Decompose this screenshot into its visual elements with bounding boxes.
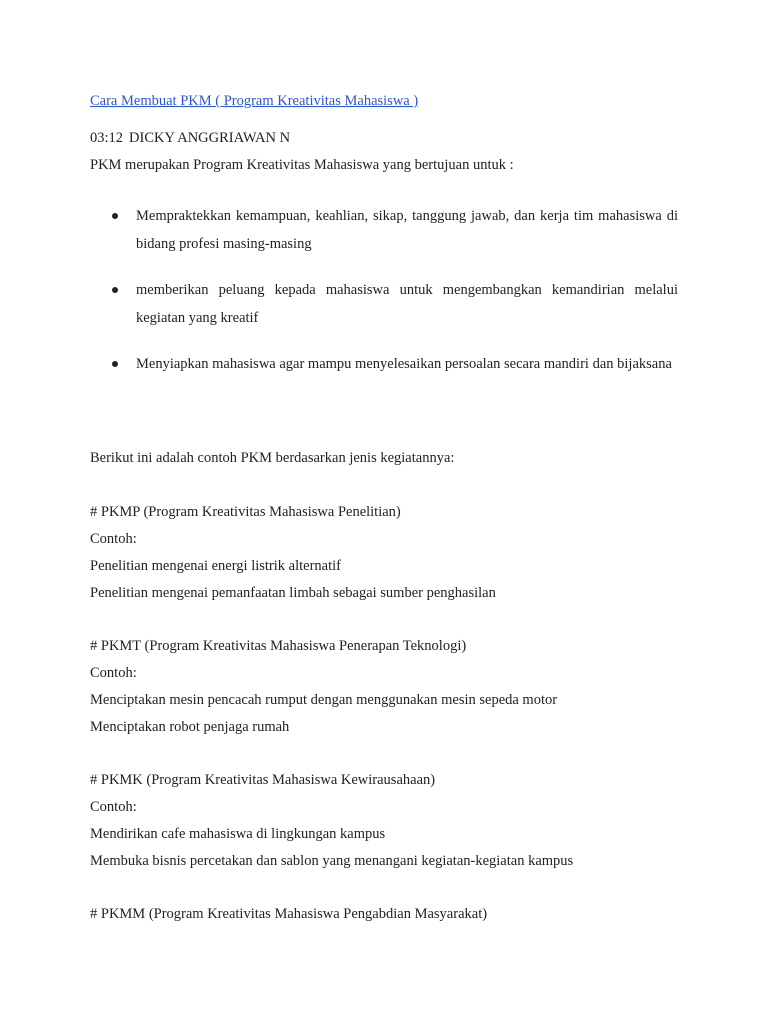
intro-paragraph: PKM merupakan Program Kreativitas Mahasiswa yang bertujuan untuk : (90, 157, 514, 173)
post-author: DICKY ANGGRIAWAN N (129, 130, 291, 146)
example-item: Mendirikan cafe mahasiswa di lingkungan kampus (90, 826, 386, 842)
bullet-icon (112, 287, 118, 293)
section-heading-pkmm: # PKMM (Program Kreativitas Mahasiswa Pengabdian Masyarakat) (90, 906, 488, 922)
example-item: Membuka bisnis percetakan dan sablon yang menangani kegiatan-kegiatan kampus (90, 853, 574, 869)
section-intro: Berikut ini adalah contoh PKM berdasarkan jenis kegiatannya: (90, 450, 455, 466)
example-label: Contoh: (90, 531, 137, 547)
list-item-text: Mempraktekkan kemampuan, keahlian, sikap, tanggung jawab, dan kerja tim mahasiswa di bidang profesi masing-masing (136, 208, 678, 252)
example-label: Contoh: (90, 799, 137, 815)
post-title-link[interactable]: Cara Membuat PKM ( Program Kreativitas Mahasiswa ) (90, 93, 419, 109)
list-item (90, 202, 678, 258)
bullet-icon (112, 361, 118, 367)
purpose-list (90, 202, 678, 396)
section-heading-pkmt: # PKMT (Program Kreativitas Mahasiswa Penerapan Teknologi) (90, 638, 467, 654)
example-item: Penelitian mengenai energi listrik alternatif (90, 558, 341, 574)
example-item: Penelitian mengenai pemanfaatan limbah sebagai sumber penghasilan (90, 585, 496, 601)
list-item-text: Menyiapkan mahasiswa agar mampu menyelesaikan persoalan secara mandiri dan bijaksana (136, 356, 672, 372)
bullet-icon (112, 213, 118, 219)
post-time: 03:12 (90, 130, 124, 146)
list-item (90, 350, 678, 378)
example-item: Menciptakan robot penjaga rumah (90, 719, 290, 735)
post-meta (90, 130, 290, 147)
example-item: Menciptakan mesin pencacah rumput dengan menggunakan mesin sepeda motor (90, 692, 558, 708)
example-label: Contoh: (90, 665, 137, 681)
section-heading-pkmp: # PKMP (Program Kreativitas Mahasiswa Penelitian) (90, 504, 401, 520)
list-item-text: memberikan peluang kepada mahasiswa untuk mengembangkan kemandirian melalui kegiatan yang kreatif (136, 282, 678, 326)
section-heading-pkmk: # PKMK (Program Kreativitas Mahasiswa Kewirausahaan) (90, 772, 436, 788)
list-item (90, 276, 678, 332)
